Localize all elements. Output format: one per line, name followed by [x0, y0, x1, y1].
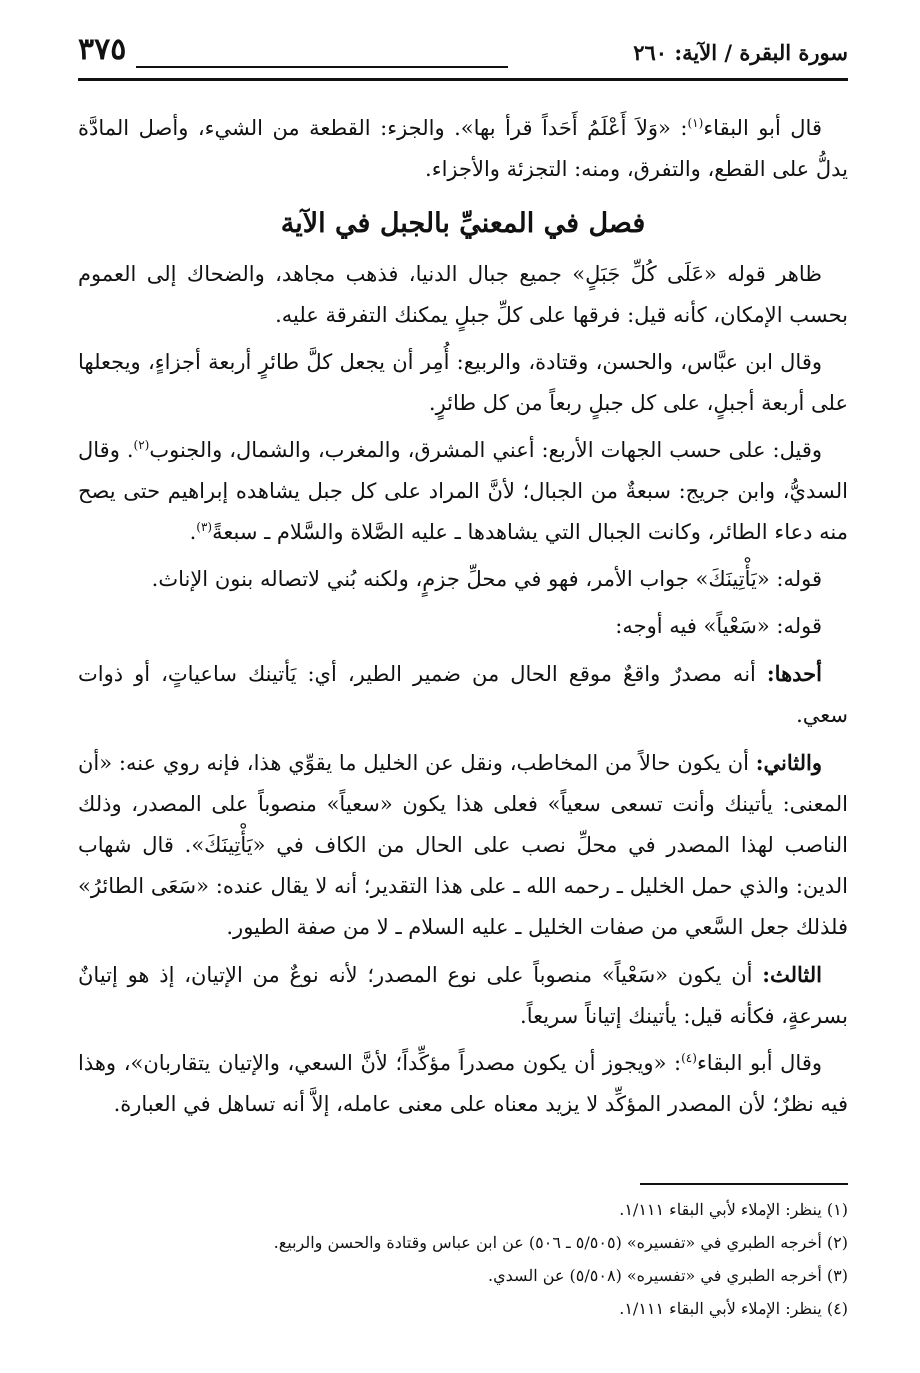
footnote-1: (١) ينظر: الإملاء لأبي البقاء ١/١١١.	[619, 1200, 848, 1219]
footnote-2: (٢) أخرجه الطبري في «تفسيره» (٥/٥٠٥ ـ ٥٠٦) عن ابن عباس وقتادة والحسن والربيع.	[273, 1233, 848, 1252]
paragraph-3: وقال ابن عبَّاس، والحسن، وقتادة، والربيع: أُمِر أن يجعل كلَّ طائرٍ أربعة أجزاءٍ، ويجعلها على أربعة أجبلٍ، على كل جبلٍ ربعاً من كل طائرٍ.	[78, 350, 848, 415]
paragraph-6: قوله: «سَعْياً» فيه أوجه:	[615, 614, 822, 638]
p4-text-c: .	[189, 520, 197, 544]
footnotes	[78, 1193, 848, 1325]
paragraph-5: قوله: «يَأْتِينَكَ» جواب الأمر، فهو في محلِّ جزمٍ، ولكنه بُني لاتصاله بنون الإناث.	[151, 567, 822, 591]
page-number: ٣٧٥	[78, 32, 127, 67]
footnote-4: (٤) ينظر: الإملاء لأبي البقاء ١/١١١.	[619, 1299, 848, 1318]
p10-text-a: وقال أبو البقاء	[696, 1051, 822, 1075]
p4-text-a: وقيل: على حسب الجهات الأربع: أعني المشرق، والمغرب، والشمال، والجنوب	[149, 438, 822, 462]
page-header	[78, 30, 848, 80]
main-text	[78, 108, 848, 1131]
p1-text: قال أبو البقاء	[703, 116, 822, 140]
footnote-ref-2: (٢)	[133, 438, 150, 452]
surah-verse-label: سورة البقرة / الآية: ٢٦٠	[633, 40, 848, 65]
p9-text: أن يكون «سَعْياً» منصوباً على نوع المصدر؛ لأنه نوعٌ من الإتيان، إذ هو إتيانٌ بسرعةٍ، فكأنه قيل: يأتينك إتياناً سريعاً.	[78, 963, 848, 1028]
footnote-ref-1: (١)	[687, 116, 704, 130]
p1-rest: : «وَلاَ أَعْلَمُ أَحَداً قرأ بها». والجزء: القطعة من الشيء، وأصل المادَّة يدلُّ على القطع، والتفرق، ومنه: التجزئة والأجزاء.	[78, 116, 848, 181]
header-short-rule	[136, 66, 508, 68]
paragraph-4	[78, 430, 848, 553]
p7-text: أنه مصدرٌ واقعٌ موقع الحال من ضمير الطير، أي: يَأتينك ساعياتٍ، أو ذوات سعي.	[78, 662, 848, 727]
paragraph-1	[78, 108, 848, 190]
paragraph-2: ظاهر قوله «عَلَى كُلِّ جَبَلٍ» جميع جبال الدنيا، فذهب مجاهد، والضحاك إلى العموم بحسب الإمكان، كأنه قيل: فرقها على كلِّ جبلٍ يمكنك التفرقة عليه.	[78, 262, 848, 327]
paragraph-9	[78, 954, 848, 1037]
paragraph-7	[78, 653, 848, 736]
footnote-ref-4: (٤)	[681, 1051, 697, 1065]
header-rule	[78, 78, 848, 81]
p10-text-b: : «ويجوز أن يكون مصدراً مؤكِّداً؛ لأنَّ السعي، والإتيان يتقاربان»، وهذا فيه نظرٌ؛ لأن المصدر المؤكِّد لا يزيد معناه على معنى عامله، إلاَّ أنه تساهل في العبارة.	[78, 1051, 848, 1116]
p9-lead: الثالث:	[762, 962, 822, 987]
section-heading: فصل في المعنيِّ بالجبل في الآية	[280, 208, 646, 239]
p4-text-b: . وقال السديُّ، وابن جريج: سبعةٌ من الجبال؛ لأنَّ المراد على كل جبل يشاهده إبراهيم حتى يصح منه دعاء الطائر، وكانت الجبال التي يشاهدها ـ عليه الصَّلاة والسَّلام ـ سبعةً	[78, 438, 848, 544]
p8-text: أن يكون حالاً من المخاطب، ونقل عن الخليل ما يقوِّي هذا، فإنه روي عنه: «أن المعنى: يأتينك وأنت تسعى سعياً» فعلى هذا يكون «سعياً» منصوباً على المصدر، وذلك الناصب لهذا المصدر في محلِّ نصب على الحال من الكاف في «يَأْتِينَكَ». قال شهاب الدين: والذي حمل الخليل ـ رحمه الله ـ على هذا التقدير؛ أنه لا يقال عنده: «سَعَى الطائرُ» فلذلك جعل السَّعي من صفات الخليل ـ عليه السلام ـ لا من صفة الطيور.	[78, 751, 848, 939]
paragraph-10	[78, 1043, 848, 1125]
p7-lead: أحدها:	[766, 661, 822, 686]
footnote-ref-3: (٣)	[196, 520, 213, 534]
paragraph-8	[78, 742, 848, 948]
footnote-3: (٣) أخرجه الطبري في «تفسيره» (٥/٥٠٨) عن السدي.	[488, 1266, 848, 1285]
footnote-separator	[640, 1183, 848, 1185]
p8-lead: والثاني:	[755, 750, 822, 775]
